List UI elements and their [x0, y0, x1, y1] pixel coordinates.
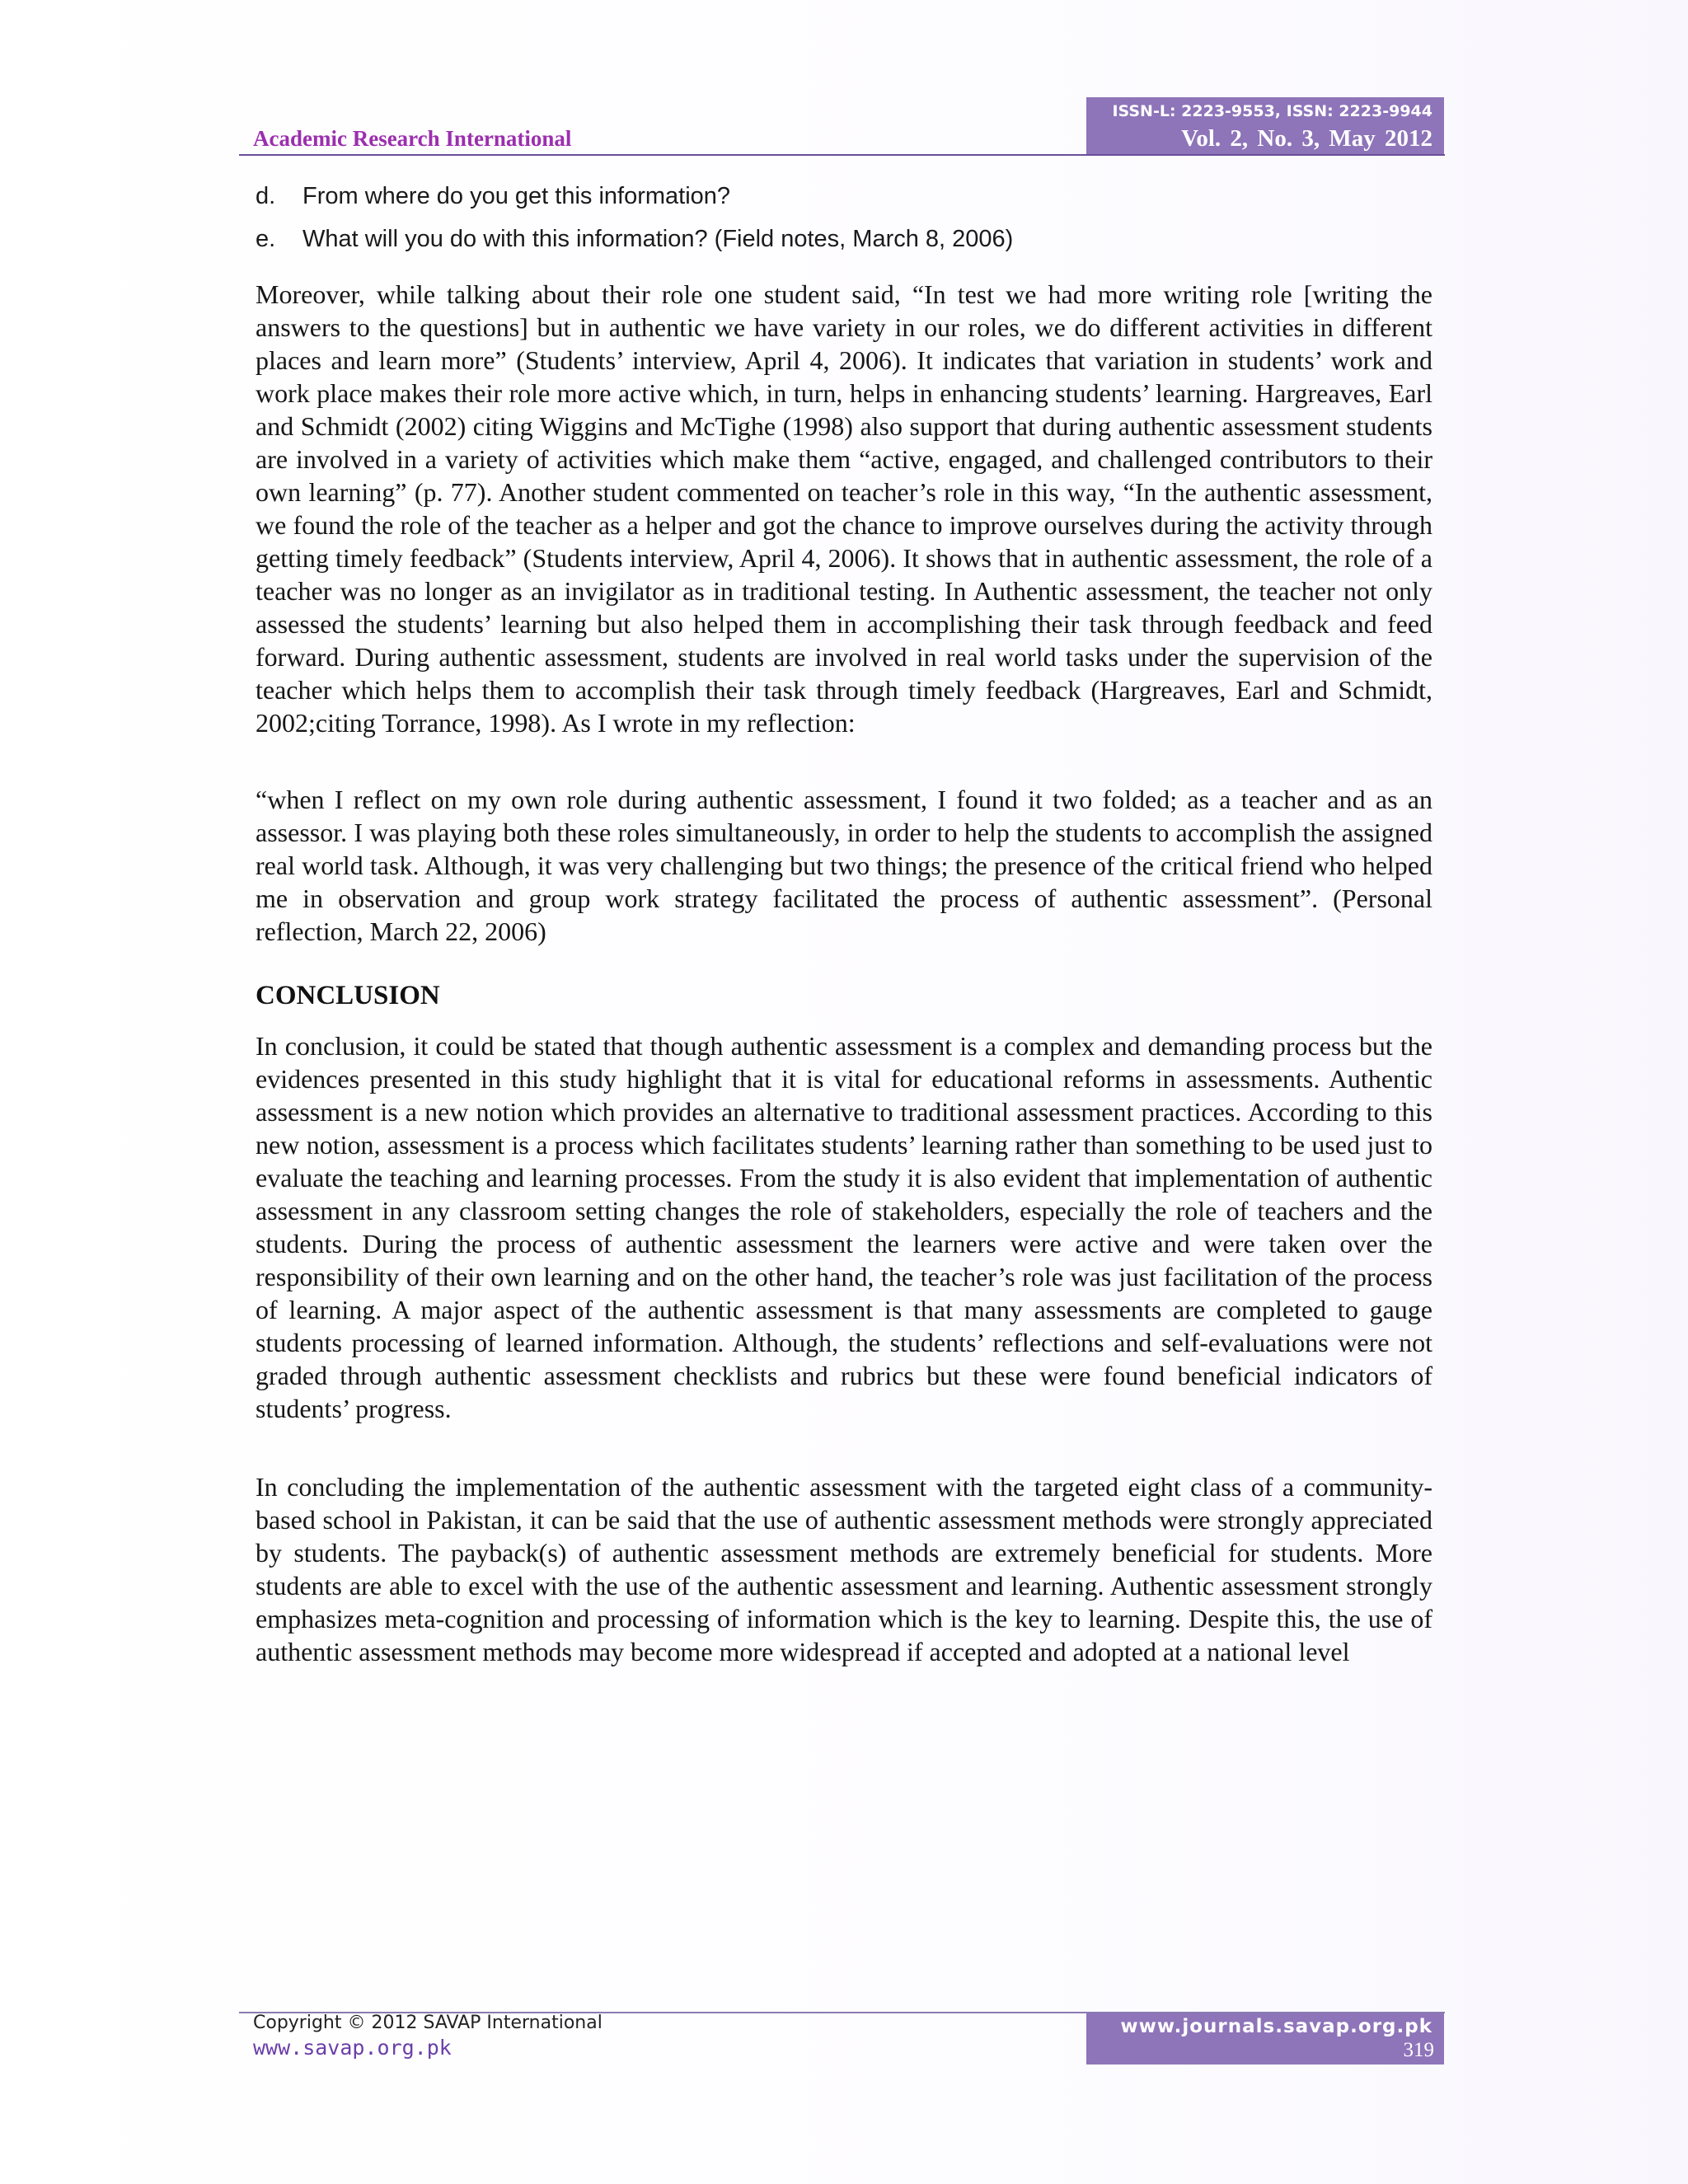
copyright-notice: Copyright © 2012 SAVAP International	[253, 2013, 603, 2033]
paragraph-conclusion-2: In concluding the implementation of the authentic assessment with the targeted eight class of a community-based school in Pakistan, it can be said that the use of authentic assessment methods were strongly appreciated by students. The payback(s) of authentic assessment methods are extremely beneficial for students. More students are able to excel with the use of the authentic assessment and learning. Authentic assessment strongly emphasizes meta-cognition and processing of information which is the key to learning. Despite this, the use of authentic assessment methods may become more widespread if accepted and adopted at a national level	[256, 1472, 1432, 1666]
page-number: 319	[1403, 2039, 1434, 2061]
section-heading-conclusion: CONCLUSION	[256, 981, 440, 1010]
paragraph-conclusion-1: In conclusion, it could be stated that though authentic assessment is a complex and demanding process but the evidences presented in this study highlight that it is vital for educational reforms in assessments. Authentic assessment is a new notion which provides an alternative to traditional assessment practices. According to this new notion, assessment is a process which facilitates students’ learning rather than something to be used just to evaluate the teaching and learning processes. From the study it is also evident that implementation of authentic assessment in any classroom setting changes the role of stakeholders, especially the role of teachers and the students. During the process of authentic assessment the learners were active and were taken over the responsibility of their own learning and on the other hand, the teacher’s role was just facilitation of the process of learning. A major aspect of the authentic assessment is that many assessments are completed to gauge students processing of learned information. Although, the students’ reflections and self-evaluations were not graded through authentic assessment checklists and rubrics but these were found beneficial indicators of students’ progress.	[256, 1031, 1432, 1423]
list-marker: e.	[256, 226, 276, 252]
list-item-d	[256, 183, 730, 210]
savap-site-link[interactable]: www.savap.org.pk	[253, 2036, 452, 2060]
volume-label: Vol. 2, No. 3, May 2012	[1181, 125, 1432, 152]
list-item-text: What will you do with this information? (Field notes, March 8, 2006)	[302, 226, 1014, 252]
paragraph-personal-reflection: “when I reflect on my own role during authentic assessment, I found it two folded; as a teacher and as an assessor. I was playing both these roles simultaneously, in order to help the students to accomplish the assigned real world task. Although, it was very challenging but two things; the presence of the critical friend who helped me in observation and group work strategy facilitated the process of authentic assessment”. (Personal reflection, March 22, 2006)	[256, 785, 1432, 946]
list-item-e	[256, 226, 1013, 253]
header-divider	[239, 154, 1445, 156]
paragraph-role-discussion: Moreover, while talking about their role one student said, “In test we had more writing role [writing the answers to the questions] but in authentic we have variety in our roles, we do different activities in different places and learn more” (Students’ interview, April 4, 2006). It indicates that variation in students’ work and work place makes their role more active which, in turn, helps in enhancing students’ learning. Hargreaves, Earl and Schmidt (2002) citing Wiggins and McTighe (1998) also support that during authentic assessment students are involved in a variety of activities which make them “active, engaged, and challenged contributors to their own learning” (p. 77). Another student commented on teacher’s role in this way, “In the authentic assessment, we found the role of the teacher as a helper and got the chance to improve ourselves during the activity through getting timely feedback” (Students interview, April 4, 2006). It shows that in authentic assessment, the role of a teacher was no longer as an invigilator as in traditional testing. In Authentic assessment, the teacher not only assessed the students’ learning but also helped them in accomplishing their task through feedback and feed forward. During authentic assessment, students are involved in real world tasks under the supervision of the teacher which helps them to accomplish their task through timely feedback (Hargreaves, Earl and Schmidt, 2002;citing Torrance, 1998). As I wrote in my reflection:	[256, 279, 1432, 738]
list-item-text: From where do you get this information?	[302, 183, 731, 209]
journal-url-link[interactable]: www.journals.savap.org.pk	[1120, 2016, 1432, 2037]
issn-label: ISSN-L: 2223-9553, ISSN: 2223-9944	[1112, 102, 1432, 120]
journal-title: Academic Research International	[253, 126, 572, 151]
list-marker: d.	[256, 183, 276, 209]
